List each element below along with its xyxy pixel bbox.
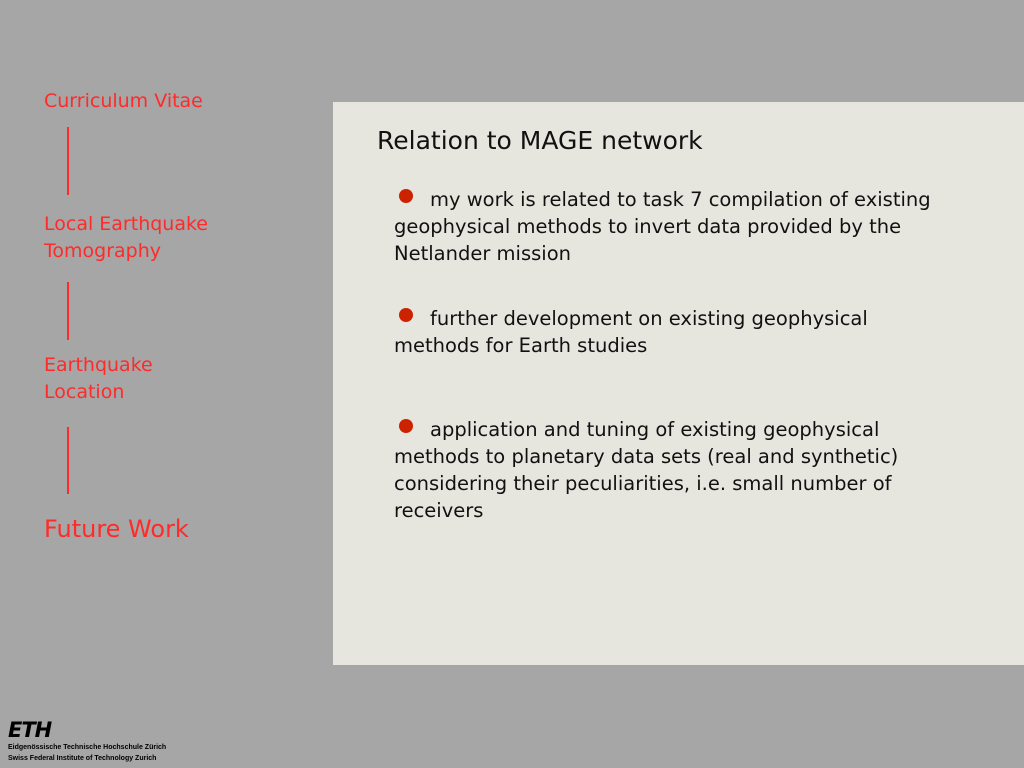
bullet-item: [394, 186, 954, 267]
eth-logo-line-german: Eidgenössische Technische Hochschule Zürich: [8, 744, 167, 751]
nav-item-future-work[interactable]: [44, 514, 189, 544]
bullet-dot-icon: [399, 419, 413, 433]
content-panel: [333, 102, 1024, 665]
nav-item-label: Curriculum Vitae: [44, 90, 203, 112]
bullet-item: [394, 416, 954, 524]
bullet-text: application and tuning of existing geophysical methods to planetary data sets (real and synthetic) considering their peculiarities, i.e. small number of receivers: [394, 418, 899, 522]
nav-item-label: Future Work: [44, 515, 189, 543]
eth-logo-line-english: Swiss Federal Institute of Technology Zurich: [8, 755, 157, 762]
nav-connector-line: [67, 127, 69, 195]
nav-connector-line: [67, 282, 69, 340]
nav-item-label: Earthquake: [44, 354, 153, 376]
nav-item-label: Local Earthquake: [44, 213, 208, 235]
bullet-dot-icon: [399, 308, 413, 322]
eth-logo: [8, 718, 208, 764]
nav-item-earthquake-location[interactable]: [44, 352, 153, 406]
nav-item-curriculum-vitae[interactable]: [44, 88, 203, 115]
bullet-text: my work is related to task 7 compilation of existing geophysical methods to invert data provided by the Netlander mission: [394, 188, 931, 265]
eth-logo-mark: ETH: [8, 718, 52, 742]
nav-connector-line: [67, 427, 69, 494]
nav-item-local-earthquake-tomography[interactable]: [44, 211, 208, 265]
nav-item-label: Location: [44, 381, 125, 403]
nav-item-label: Tomography: [44, 240, 161, 262]
section-navigation: [44, 0, 304, 600]
bullet-text: further development on existing geophysical methods for Earth studies: [394, 307, 868, 357]
bullet-dot-icon: [399, 189, 413, 203]
slide-title: Relation to MAGE network: [377, 126, 703, 155]
bullet-item: [394, 305, 954, 359]
